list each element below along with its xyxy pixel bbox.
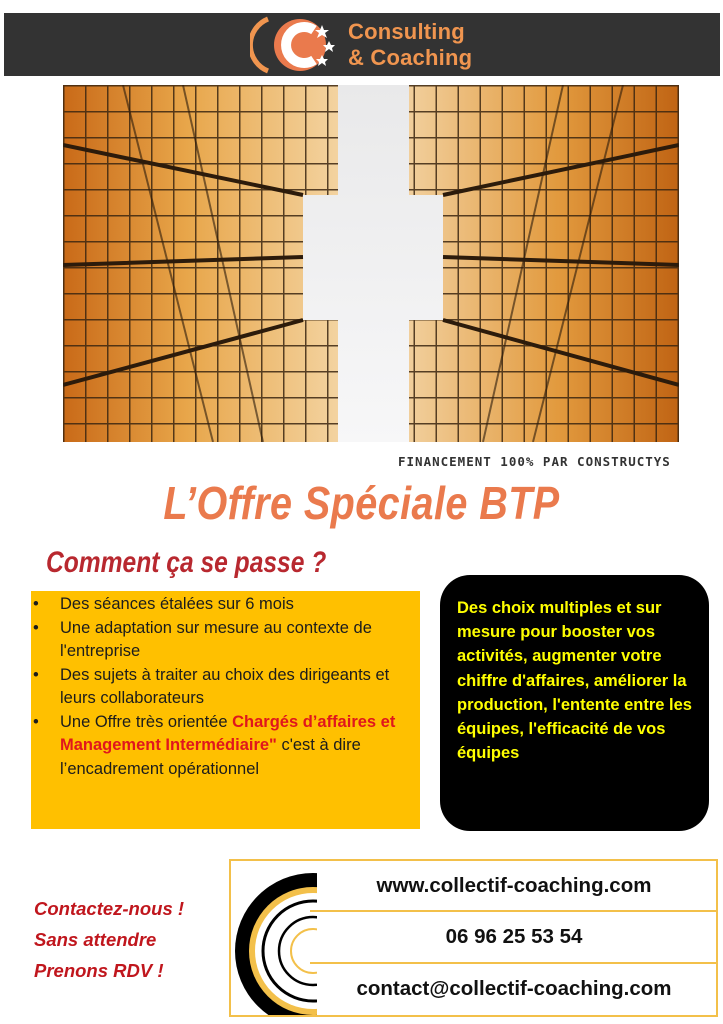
skyscrapers-photo [63, 85, 679, 442]
bullet-item: • Une adaptation sur mesure au contexte de l'entreprise [31, 617, 420, 664]
contact-call-to-action [34, 893, 184, 986]
phone-number[interactable]: 06 96 25 53 54 [310, 912, 718, 963]
brand-name [348, 19, 472, 71]
contact-rows [310, 861, 718, 1015]
contact-call-line: Sans attendre [34, 929, 157, 950]
bullet-text-before: Une Offre très orientée [60, 712, 233, 731]
website-link[interactable]: www.collectif-coaching.com [310, 861, 718, 912]
page-title: L’Offre Spéciale BTP [163, 477, 560, 529]
financement-note: FINANCEMENT 100% PAR CONSTRUCTYS [398, 454, 671, 469]
bullet-item: • Des séances étalées sur 6 mois [31, 593, 420, 617]
company-logo-icon [250, 15, 346, 75]
skyscrapers-illustration-icon [63, 85, 679, 442]
bullet-text-highlight: Chargés d’affaires et Management Intermédiaire" [60, 712, 396, 754]
brand-line-2: & Coaching [348, 45, 473, 70]
benefits-box [440, 575, 709, 831]
header-bar [4, 13, 720, 76]
offer-bullet-list [31, 593, 420, 781]
bullet-item: • Des sujets à traiter au choix des dirigeants et leurs collaborateurs [31, 664, 420, 711]
bullet-text-after: c'est à dire l’encadrement opérationnel [60, 736, 361, 778]
email-link[interactable]: contact@collectif-coaching.com [356, 977, 672, 1001]
contact-call-line: Contactez-nous ! [34, 898, 185, 919]
contact-call-line: Prenons RDV ! [34, 960, 164, 981]
benefits-text: Des choix multiples et sur mesure pour booster vos activités, augmenter votre chiffre d'affaires, améliorer la production, l'entente entre les équipes, l'efficacité de vos équipes [457, 599, 692, 763]
section-subtitle: Comment ça se passe ? [46, 546, 327, 579]
offer-details-box [31, 591, 420, 829]
brand-line-1: Consulting [348, 19, 465, 44]
decorative-arcs-icon [231, 861, 317, 1017]
bullet-item [31, 711, 420, 782]
contact-info-frame [229, 859, 718, 1017]
